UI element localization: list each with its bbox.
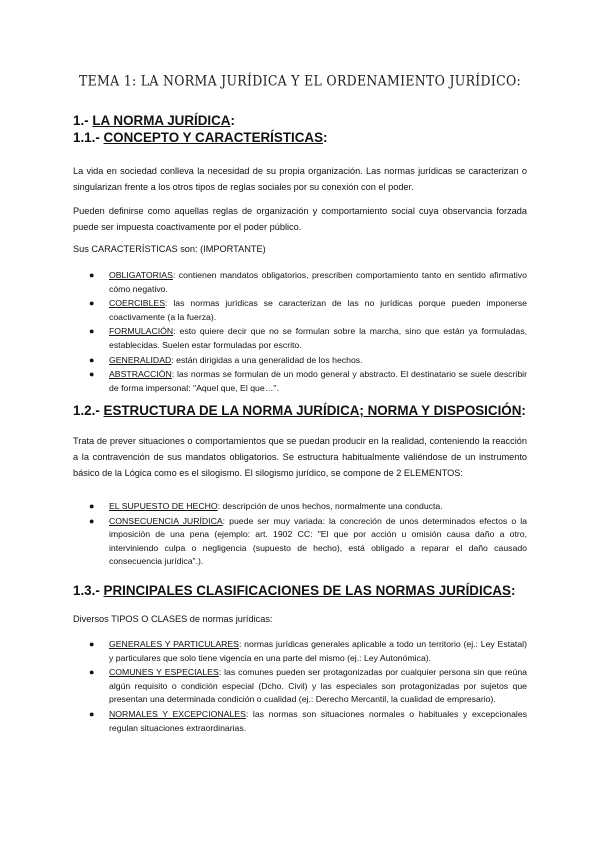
list-item-text: : esto quiere decir que no se formulan sobre la marcha, sino que están ya formuladas, establecidas. Suelen estar formuladas por escrito. [109, 326, 527, 350]
bullet-icon: ● [89, 501, 95, 511]
list-item-text: : las normas se formulan de un modo general y abstracto. El destinatario se suele describir de forma impersonal: "Aquel que, El que…". [109, 369, 527, 393]
list-item-text: : las normas son situaciones normales o habituales y excepcionales regulan situaciones extraordinarias. [109, 708, 528, 733]
heading-text: LA NORMA JURÍDICA [92, 113, 231, 128]
heading-tail: : [521, 403, 526, 418]
heading-text: ESTRUCTURA DE LA NORMA JURÍDICA; NORMA Y DISPOSICIÓN [103, 403, 522, 418]
list-item-term: GENERALIDAD [109, 354, 172, 365]
heading-text: CONCEPTO Y CARACTERÍSTICAS [103, 130, 324, 145]
list-item [73, 515, 527, 569]
list-item-text: : las normas jurídicas se caracterizan de las no jurídicas porque pueden imponerse coactivamente (a la fuerza). [109, 298, 527, 322]
heading-number: 1.3.- [73, 583, 104, 598]
bullet-icon: ● [89, 515, 95, 526]
heading-text: PRINCIPALES CLASIFICACIONES DE LAS NORMAS JURÍDICAS [103, 583, 511, 598]
list-item-term: COMUNES Y ESPECIALES [109, 667, 219, 678]
list-item [73, 666, 527, 707]
bullet-icon: ● [89, 369, 95, 380]
list-item [73, 638, 527, 665]
list-item [73, 354, 527, 368]
elements-list [73, 500, 527, 570]
list-item [73, 325, 527, 352]
list-item [73, 269, 527, 296]
list-item-term: ABSTRACCIÓN [109, 369, 172, 380]
bullet-icon: ● [89, 354, 95, 365]
bullet-icon: ● [89, 708, 95, 719]
bullet-icon: ● [89, 639, 95, 649]
list-item-text: : contienen mandatos obligatorios, prescriben comportamiento tanto en sentido afirmativo cómo negativo. [109, 270, 527, 294]
list-item-text: : puede ser muy variada: la concreción de unos determinados efectos o la imposición de una pena (ejemplo: art. 1902 CC: "El que por acción u omisión causa daño a otro, interviniendo culpa o negligencia (supuesto de hecho), está obligado a reparar el daño causado consecuencia jurídica".). [109, 515, 527, 567]
list-item-text: : están dirigidas a una generalidad de los hechos. [171, 354, 363, 365]
heading-tail: : [230, 113, 235, 128]
bullet-icon: ● [89, 667, 95, 678]
document-title: TEMA 1: LA NORMA JURÍDICA Y EL ORDENAMIENTO JURÍDICO: [78, 72, 522, 89]
list-item [73, 297, 527, 324]
heading-number: 1.- [73, 113, 93, 128]
heading-number: 1.2.- [73, 403, 104, 418]
list-item-term: OBLIGATORIAS [109, 270, 173, 280]
heading-1-3 [73, 583, 515, 599]
characteristics-list [73, 269, 527, 396]
list-item-term: FORMULACIÓN [109, 326, 174, 337]
list-item-text: : normas jurídicas generales aplicable a todo un territorio (ej.: Ley Estatal) y particulares que solo tiene vigencia en una parte del mismo (ej.: Ley Autonómica). [109, 639, 528, 663]
paragraph-4: Trata de prever situaciones o comportamientos que se puedan producir en la realidad, conteniendo la reacción a la contravención de sus mandatos obligatorios. Se estructura habitualmente valiéndose de un instrumento básico de la Lógica como es el silogismo. El silogismo jurídico, se compone de 2 ELEMENTOS: [73, 436, 527, 478]
list-item [73, 500, 527, 514]
bullet-icon: ● [89, 270, 95, 280]
paragraph-5: Diversos TIPOS O CLASES de normas jurídicas: [73, 614, 273, 624]
list-item [73, 708, 527, 735]
bullet-icon: ● [89, 326, 95, 337]
list-item-term: GENERALES Y PARTICULARES [109, 639, 239, 649]
list-item-term: COERCIBLES [109, 298, 166, 309]
list-item-term: EL SUPUESTO DE HECHO [109, 501, 218, 511]
heading-tail: : [323, 130, 328, 145]
classes-list [73, 638, 527, 736]
paragraph-2: Pueden definirse como aquellas reglas de organización y comportamiento social cuya observancia forzada puede ser impuesta coactivamente por el poder público. [73, 206, 527, 232]
list-item-term: NORMALES Y EXCEPCIONALES [109, 708, 246, 719]
heading-1-2 [73, 403, 526, 419]
paragraph-3: Sus CARACTERÍSTICAS son: (IMPORTANTE) [73, 244, 266, 254]
list-item-text: : descripción de unos hechos, normalmente una conducta. [217, 501, 443, 511]
bullet-icon: ● [89, 298, 95, 309]
heading-1-1 [73, 130, 327, 146]
list-item-text: : las comunes pueden ser protagonizadas por cualquier persona sin que reúna algún requisito o condición especial (Dcho. Civil) y las especiales son protagonizadas por sujetos que presentan una determinada condición o cualidad (ej.: Derecho Mercantil, la cualidad de empresario). [109, 667, 527, 705]
heading-number: 1.1.- [73, 130, 104, 145]
list-item-term: CONSECUENCIA JURÍDICA [109, 515, 223, 526]
heading-1 [73, 113, 235, 129]
list-item [73, 368, 527, 395]
heading-tail: : [510, 583, 516, 598]
paragraph-1: La vida en sociedad conlleva la necesidad de su propia organización. Las normas jurídicas se caracterizan o singularizan frente a los otros tipos de reglas sociales por su conexión con el poder. [73, 166, 527, 192]
